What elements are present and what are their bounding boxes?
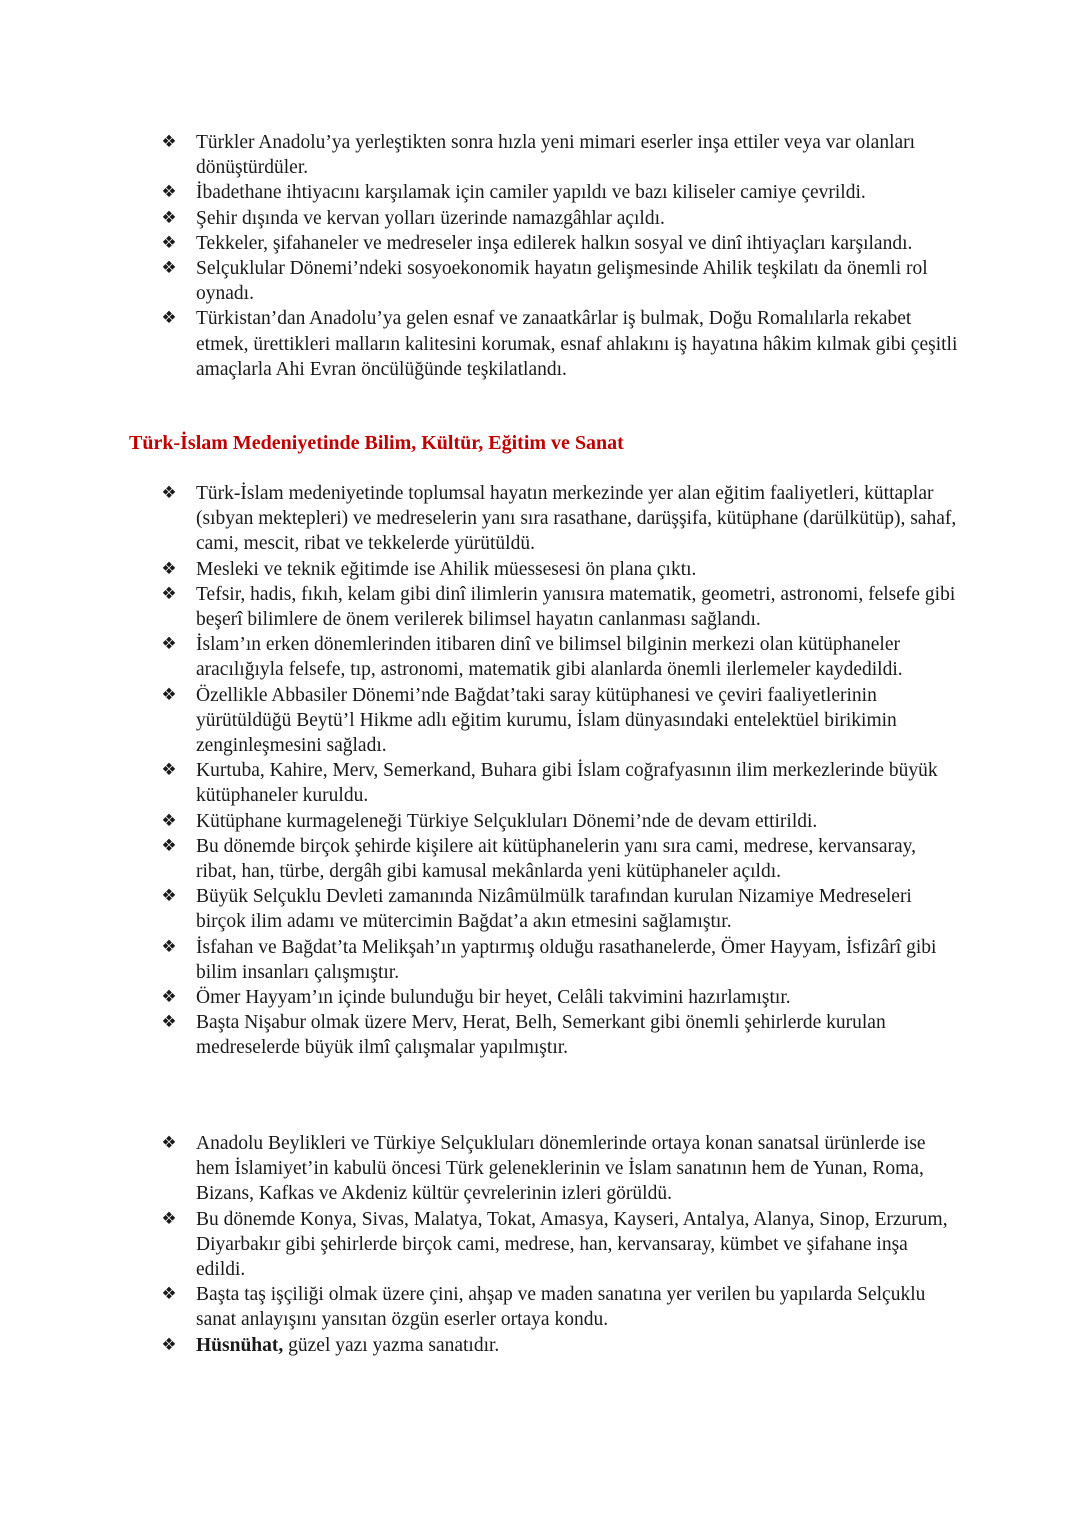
list-item [158,256,958,306]
list-item [158,809,958,834]
list-item [158,1207,958,1283]
section-heading: Türk-İslam Medeniyetinde Bilim, Kültür, Eğitim ve Sanat [129,432,624,454]
list-item-text: Ömer Hayyam’ın içinde bulunduğu bir heyet, Celâli takvimini hazırlamıştır. [196,987,791,1009]
list-item-text: Kurtuba, Kahire, Merv, Semerkand, Buhara gibi İslam coğrafyasının ilim merkezlerinde büyük kütüphaneler kuruldu. [196,760,938,807]
diamond-bullet-icon: ❖ [161,634,177,655]
list-item [158,130,958,180]
list-item [158,180,958,205]
list-item [158,1131,958,1207]
list-item [158,683,958,759]
list-item-text: Başta taş işçiliği olmak üzere çini, ahşap ve maden sanatına yer verilen bu yapılarda Selçuklu sanat anlayışını yansıtan özgün eserler ortaya kondu. [196,1284,926,1331]
diamond-bullet-icon: ❖ [161,1334,177,1355]
diamond-bullet-icon: ❖ [161,684,177,705]
list-item [158,1010,958,1060]
list-item [158,231,958,256]
bullet-list-art [158,1131,958,1358]
list-item-text: Bu dönemde birçok şehirde kişilere ait kütüphanelerin yanı sıra cami, medrese, kervansaray, ribat, han, türbe, dergâh gibi kamusal mekânlarda yeni kütüphaneler açıldı. [196,835,916,883]
diamond-bullet-icon: ❖ [161,232,177,253]
list-item-text: Bu dönemde Konya, Sivas, Malatya, Tokat, Amasya, Kayseri, Antalya, Alanya, Sinop, Erzurum, Diyarbakır gibi şehirlerde birçok cami, medrese, han, kervansaray, kümbet ve şifahane inşa edildi. [196,1208,948,1281]
list-item-text: güzel yazı yazma sanatıdır. [283,1334,500,1356]
list-item-text: İsfahan ve Bağdat’ta Melikşah’ın yaptırmış olduğu rasathanelerde, Ömer Hayyam, İsfizârî gibi bilim insanları çalışmıştır. [196,936,937,983]
list-item [158,985,958,1010]
diamond-bullet-icon: ❖ [161,1208,177,1229]
list-item-text: Başta Nişabur olmak üzere Merv, Herat, Belh, Semerkant gibi önemli şehirlerde kurulan medreselerde büyük ilmî çalışmalar yapılmıştır. [196,1012,886,1059]
list-item-text: Tefsir, hadis, fıkıh, kelam gibi dinî ilimlerin yanısıra matematik, geometri, astronomi, felsefe gibi beşerî bilimlere de önem verilerek bilimsel hayatın canlanması sağlandı. [196,583,956,631]
diamond-bullet-icon: ❖ [161,207,177,228]
term-bold: Hüsnühat, [196,1334,284,1356]
diamond-bullet-icon: ❖ [161,810,177,831]
list-item [158,935,958,985]
list-item [158,1333,958,1358]
diamond-bullet-icon: ❖ [161,182,177,203]
list-item-text: Mesleki ve teknik eğitimde ise Ahilik müessesesi ön plana çıktı. [196,558,697,580]
list-item [158,758,958,808]
diamond-bullet-icon: ❖ [161,1284,177,1305]
list-item-text: Tekkeler, şifahaneler ve medreseler inşa edilerek halkın sosyal ve dinî ihtiyaçları karşılandı. [196,232,913,254]
list-item-text: Türkistan’dan Anadolu’ya gelen esnaf ve zanaatkârlar iş bulmak, Doğu Romalılarla rekabet etmek, ürettikleri malların kalitesini korumak, esnaf ahlakını iş hayatına hâkim kılmak gibi çeşitli amaçlarla Ahi Evran öncülüğünde teşkilatlandı. [196,308,958,380]
diamond-bullet-icon: ❖ [161,886,177,907]
list-item-text: Özellikle Abbasiler Dönemi’nde Bağdat’taki saray kütüphanesi ve çeviri faaliyetlerinin yürütüldüğü Beytü’l Hikme adlı eğitim kurumu, İslam dünyasındaki entelektüel birikimin zenginleşmesini sağladı. [196,684,897,757]
list-item-text: İbadethane ihtiyacını karşılamak için camiler yapıldı ve bazı kiliseler camiye çevrildi. [196,182,866,204]
diamond-bullet-icon: ❖ [161,132,177,152]
list-item [158,632,958,682]
list-item [158,306,958,382]
list-item-text: Anadolu Beylikleri ve Türkiye Selçukluları dönemlerinde ortaya konan sanatsal ürünlerde ise hem İslamiyet’in kabulü öncesi Türk geleneklerinin ve İslam sanatının hem de Yunan, Roma, Bizans, Kafkas ve Akdeniz kültür çevrelerinin izleri görüldü. [196,1133,926,1205]
list-item [158,884,958,934]
bullet-list-science-culture [158,481,958,1061]
diamond-bullet-icon: ❖ [161,987,177,1008]
list-item [158,1282,958,1332]
list-item-text: Kütüphane kurmageleneği Türkiye Selçukluları Dönemi’nde de devam ettirildi. [196,810,818,832]
list-item-text: Şehir dışında ve kervan yolları üzerinde namazgâhlar açıldı. [196,207,665,229]
list-item [158,481,958,557]
list-item [158,557,958,582]
diamond-bullet-icon: ❖ [161,308,177,329]
list-item-text: Büyük Selçuklu Devleti zamanında Nizâmülmülk tarafından kurulan Nizamiye Medreseleri birçok ilim adamı ve mütercimin Bağdat’a akın etmesini sağlamıştır. [196,886,912,933]
list-item-text: Türk-İslam medeniyetinde toplumsal hayatın merkezinde yer alan eğitim faaliyetleri, küttaplar (sıbyan mektepleri) ve medreselerin yanı sıra rasathane, darüşşifa, kütüphane (darülkütüp), sahaf, cami, mescit, ribat ve tekkelerde yürütüldü. [196,483,957,555]
diamond-bullet-icon: ❖ [161,483,177,503]
list-item-text: Selçuklular Dönemi’ndeki sosyoekonomik hayatın gelişmesinde Ahilik teşkilatı da önemli rol oynadı. [196,258,928,305]
list-item [158,834,958,884]
diamond-bullet-icon: ❖ [161,1133,177,1153]
diamond-bullet-icon: ❖ [161,760,177,781]
diamond-bullet-icon: ❖ [161,258,177,279]
list-item [158,582,958,632]
list-item [158,206,958,231]
list-item-text: İslam’ın erken dönemlerinden itibaren dinî ve bilimsel bilginin merkezi olan kütüphaneler aracılığıyla felsefe, tıp, astronomi, matematik gibi alanlarda önemli ilerlemeler kaydedildi. [196,634,903,681]
diamond-bullet-icon: ❖ [161,583,177,604]
bullet-list-anatolia [158,130,958,382]
list-item-text: Türkler Anadolu’ya yerleştikten sonra hızla yeni mimari eserler inşa ettiler veya var olanları dönüştürdüler. [196,132,916,179]
diamond-bullet-icon: ❖ [161,936,177,957]
diamond-bullet-icon: ❖ [161,1012,177,1033]
diamond-bullet-icon: ❖ [161,558,177,579]
diamond-bullet-icon: ❖ [161,835,177,856]
